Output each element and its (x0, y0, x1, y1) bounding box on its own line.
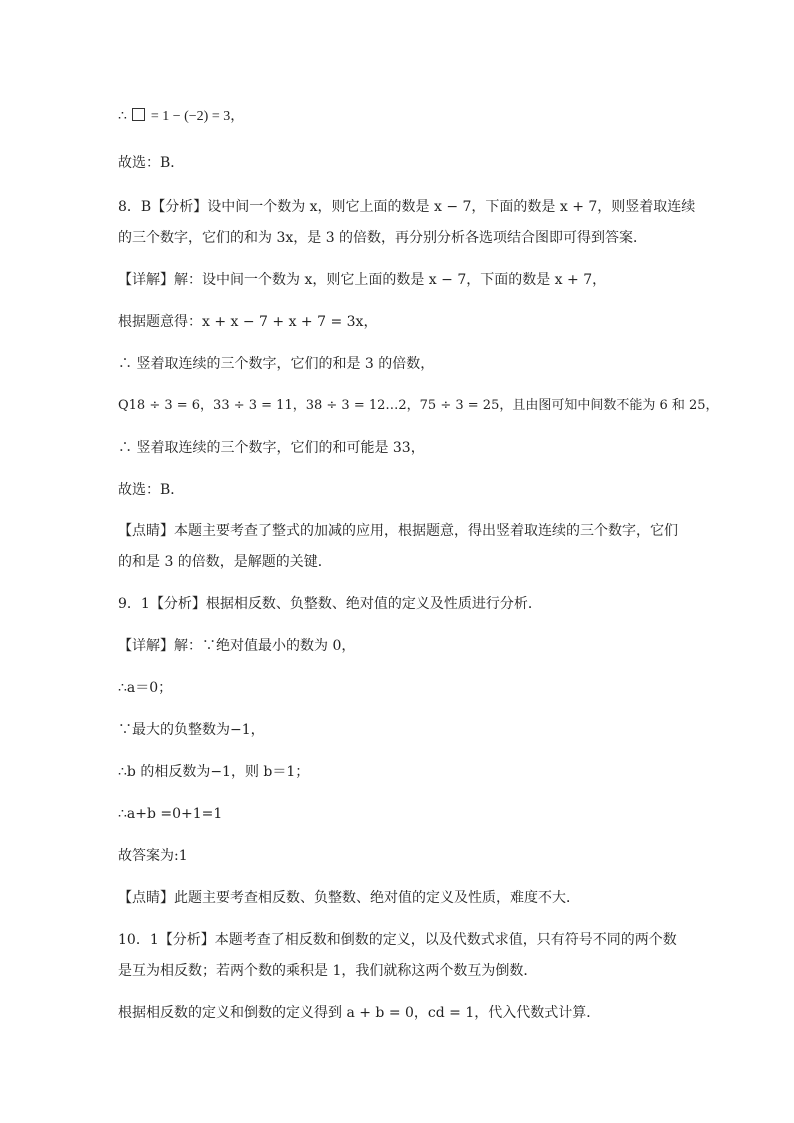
text-line: 10．1【分析】本题考查了相反数和倒数的定义，以及代数式求值，只有符号不同的两个数 (118, 932, 677, 948)
text-line: ∴ 竖着取连续的三个数字，它们的和是 3 的倍数， (118, 356, 435, 372)
text-line: 【点睛】此题主要考查相反数、负整数、绝对值的定义及性质，难度不大． (118, 890, 580, 906)
text-line: 根据相反数的定义和倒数的定义得到 a + b = 0，cd = 1，代入代数式计算． (118, 1005, 601, 1021)
text-line: 故选：B． (118, 482, 185, 498)
text-line: 【详解】解：∵绝对值最小的数为 0， (118, 638, 356, 654)
text-line (118, 106, 684, 127)
text-line: ∵最大的负整数为−1， (118, 722, 265, 738)
text-line: 故选：B． (118, 155, 185, 171)
text-line: ∴b 的相反数为−1，则 b＝1； (118, 764, 310, 780)
text-line: ∴a＝0； (118, 680, 173, 696)
text-line: 的和是 3 的倍数，是解题的关键． (118, 554, 332, 570)
line-text: = 1 − (−2) = 3， (150, 109, 245, 124)
text-line: 9．1【分析】根据相反数、负整数、绝对值的定义及性质进行分析． (118, 596, 542, 612)
text-line: 的三个数字，它们的和为 3x，是 3 的倍数，再分别分析各选项结合图即可得到答案． (118, 230, 648, 246)
blank-box-icon (132, 108, 145, 121)
text-line: 根据题意得：x + x − 7 + x + 7 = 3x， (118, 314, 378, 330)
text-line: 【详解】解：设中间一个数为 x，则它上面的数是 x − 7，下面的数是 x + 7， (118, 272, 607, 288)
text-line: 【点睛】本题主要考查了整式的加减的应用，根据题意，得出竖着取连续的三个数字，它们 (118, 523, 678, 539)
text-line: ∴a+b =0+1=1 (118, 806, 223, 822)
text-line: Q18 ÷ 3 = 6，33 ÷ 3 = 11，38 ÷ 3 = 12…2，75 ÷ 3 = 25，且由图可知中间数不能为 6 和 25， (118, 398, 719, 413)
text-line: 8．B【分析】设中间一个数为 x，则它上面的数是 x − 7，下面的数是 x + 7，则竖着取连续 (118, 199, 696, 215)
text-line: 是互为相反数；若两个数的乘积是 1，我们就称这两个数互为倒数． (118, 963, 538, 979)
text-line: ∴ 竖着取连续的三个数字，它们的和可能是 33， (118, 440, 425, 456)
therefore-symbol: ∴ (118, 108, 127, 124)
text-line: 故答案为:1 (118, 848, 188, 864)
